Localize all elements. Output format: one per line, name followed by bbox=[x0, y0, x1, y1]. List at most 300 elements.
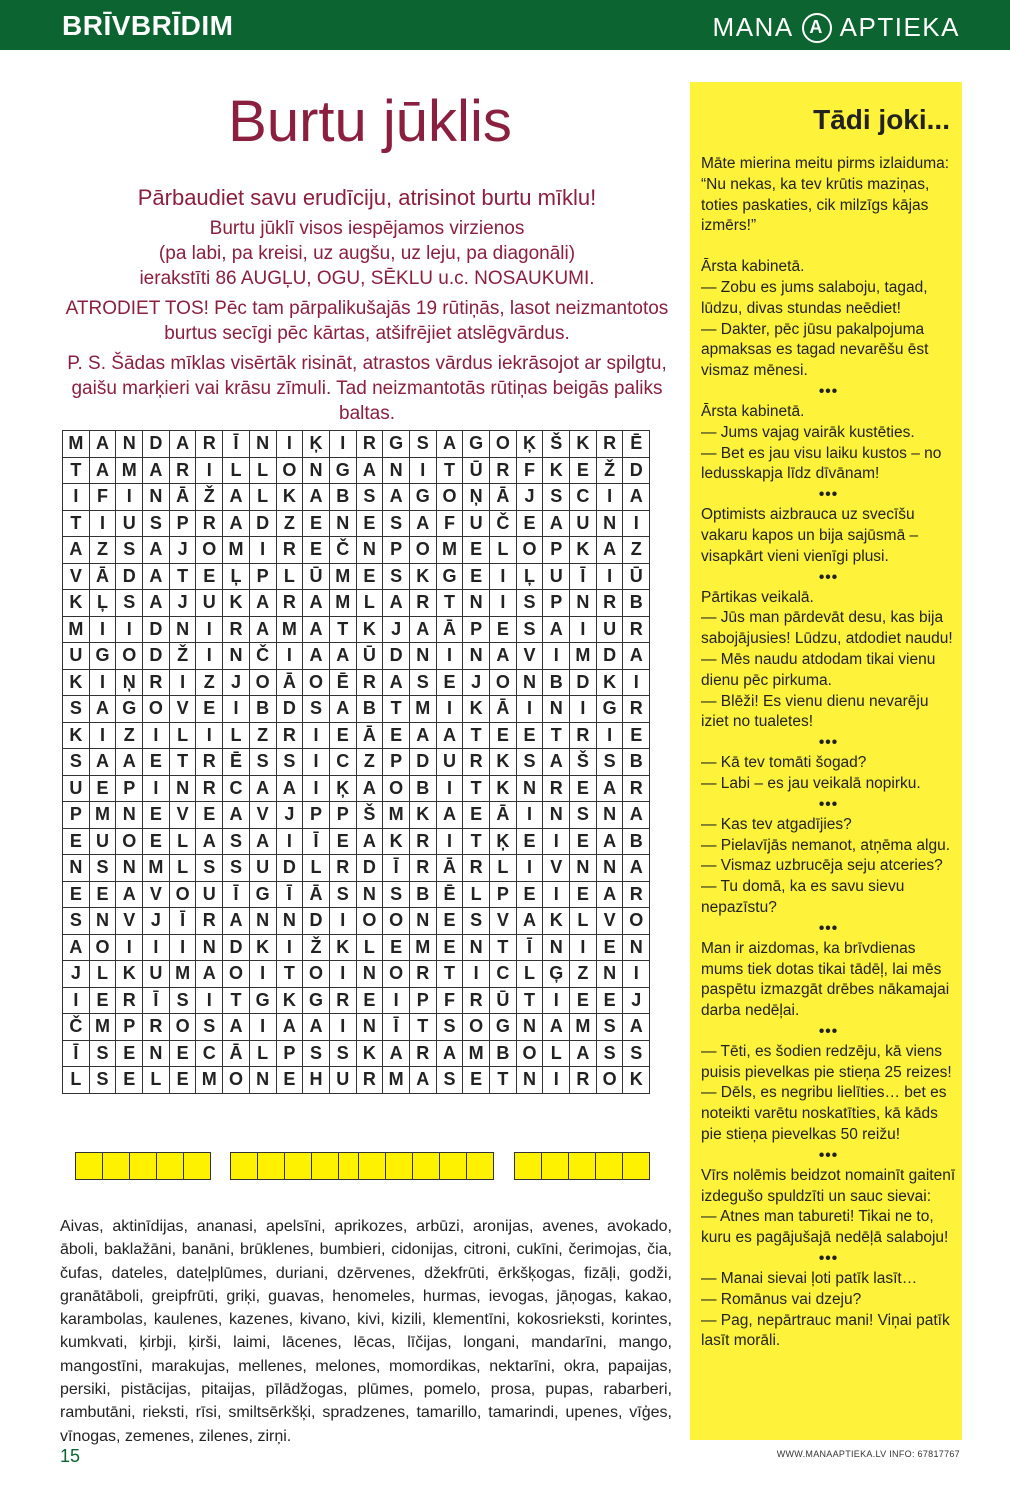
grid-cell: E bbox=[116, 1040, 143, 1067]
grid-cell: T bbox=[383, 696, 410, 723]
grid-cell: B bbox=[329, 484, 356, 511]
joke-line: — Romānus vai dzeju? bbox=[701, 1290, 862, 1308]
joke-separator: ••• bbox=[818, 795, 839, 813]
grid-cell: N bbox=[143, 484, 170, 511]
grid-cell: G bbox=[89, 643, 116, 670]
grid-cell: T bbox=[409, 1014, 436, 1041]
grid-row bbox=[63, 722, 650, 749]
grid-cell: G bbox=[116, 696, 143, 723]
grid-cell: N bbox=[329, 510, 356, 537]
answer-box[interactable] bbox=[622, 1152, 650, 1180]
grid-cell: A bbox=[436, 431, 463, 458]
grid-row bbox=[63, 1040, 650, 1067]
grid-cell: L bbox=[490, 855, 517, 882]
rule-line: ierakstīti 86 AUGĻU, OGU, SĒKLU u.c. NOSAUKUMI. bbox=[139, 268, 595, 289]
grid-cell: U bbox=[329, 1067, 356, 1094]
grid-cell: A bbox=[89, 696, 116, 723]
grid-cell: M bbox=[436, 537, 463, 564]
grid-cell: A bbox=[89, 431, 116, 458]
answer-box[interactable] bbox=[230, 1152, 258, 1180]
grid-cell: Ū bbox=[463, 457, 490, 484]
grid-cell: U bbox=[63, 643, 90, 670]
grid-cell: I bbox=[329, 1014, 356, 1041]
grid-cell: E bbox=[196, 802, 223, 829]
grid-cell: S bbox=[63, 696, 90, 723]
grid-cell: O bbox=[169, 881, 196, 908]
grid-cell: O bbox=[436, 484, 463, 511]
answer-box[interactable] bbox=[385, 1152, 413, 1180]
grid-cell: R bbox=[116, 987, 143, 1014]
grid-cell: I bbox=[463, 961, 490, 988]
answer-box[interactable] bbox=[183, 1152, 211, 1180]
joke-separator: ••• bbox=[818, 1250, 839, 1268]
answer-box[interactable] bbox=[75, 1152, 103, 1180]
grid-cell: E bbox=[63, 828, 90, 855]
grid-cell: E bbox=[196, 563, 223, 590]
grid-cell: I bbox=[143, 722, 170, 749]
grid-cell: L bbox=[249, 457, 276, 484]
grid-cell: D bbox=[249, 510, 276, 537]
grid-cell: M bbox=[116, 457, 143, 484]
grid-cell: S bbox=[463, 908, 490, 935]
grid-cell: I bbox=[196, 616, 223, 643]
grid-cell: O bbox=[143, 696, 170, 723]
grid-row bbox=[63, 961, 650, 988]
grid-cell: A bbox=[570, 1040, 597, 1067]
grid-cell: A bbox=[143, 457, 170, 484]
brand-logo bbox=[713, 12, 960, 43]
grid-cell: N bbox=[249, 431, 276, 458]
grid-cell: Ž bbox=[169, 643, 196, 670]
grid-cell: A bbox=[196, 828, 223, 855]
grid-cell: Z bbox=[623, 537, 650, 564]
grid-cell: S bbox=[276, 749, 303, 776]
joke-separator: ••• bbox=[818, 1146, 839, 1164]
grid-cell: Ī bbox=[223, 881, 250, 908]
grid-row bbox=[63, 431, 650, 458]
grid-cell: Z bbox=[116, 722, 143, 749]
answer-box[interactable] bbox=[129, 1152, 157, 1180]
puzzle-title: Burtu jūklis bbox=[228, 89, 512, 154]
joke-line: — Dakter, pēc jūsu pakalpojuma apmaksas es tagad nevarēšu ēst vismaz mēnesi. bbox=[701, 320, 929, 380]
grid-cell: A bbox=[543, 749, 570, 776]
grid-cell: I bbox=[596, 484, 623, 511]
grid-cell: D bbox=[143, 643, 170, 670]
grid-cell: L bbox=[276, 563, 303, 590]
grid-cell: L bbox=[303, 855, 330, 882]
answer-box[interactable] bbox=[568, 1152, 596, 1180]
grid-row bbox=[63, 934, 650, 961]
answer-box[interactable] bbox=[466, 1152, 494, 1180]
grid-cell: L bbox=[223, 722, 250, 749]
grid-cell: O bbox=[169, 1014, 196, 1041]
grid-row bbox=[63, 484, 650, 511]
grid-cell: A bbox=[543, 616, 570, 643]
joke-separator: ••• bbox=[818, 734, 839, 752]
grid-cell: B bbox=[623, 590, 650, 617]
grid-cell: O bbox=[383, 775, 410, 802]
grid-cell: E bbox=[356, 987, 383, 1014]
grid-row bbox=[63, 828, 650, 855]
grid-cell: P bbox=[543, 537, 570, 564]
grid-cell: I bbox=[89, 510, 116, 537]
grid-cell: N bbox=[409, 643, 436, 670]
grid-row bbox=[63, 1067, 650, 1094]
grid-cell: S bbox=[89, 855, 116, 882]
joke-line: Optimists aizbrauca uz svecīšu vakaru kapos un bija sajūsmā – visapkārt vieni vienīgi plusi. bbox=[701, 506, 919, 565]
grid-cell: K bbox=[356, 616, 383, 643]
grid-cell: K bbox=[356, 1040, 383, 1067]
grid-cell: I bbox=[116, 934, 143, 961]
grid-cell: R bbox=[276, 590, 303, 617]
grid-cell: I bbox=[490, 563, 517, 590]
grid-cell: S bbox=[89, 1067, 116, 1094]
grid-cell: S bbox=[409, 431, 436, 458]
grid-cell: N bbox=[543, 696, 570, 723]
grid-cell: N bbox=[570, 855, 597, 882]
grid-cell: L bbox=[223, 457, 250, 484]
grid-cell: U bbox=[143, 961, 170, 988]
grid-cell: K bbox=[543, 457, 570, 484]
grid-cell: N bbox=[463, 643, 490, 670]
grid-cell: S bbox=[223, 828, 250, 855]
grid-cell: Ī bbox=[223, 431, 250, 458]
grid-row bbox=[63, 775, 650, 802]
grid-cell: K bbox=[223, 590, 250, 617]
grid-cell: S bbox=[516, 616, 543, 643]
grid-cell: I bbox=[543, 987, 570, 1014]
grid-cell: N bbox=[356, 961, 383, 988]
grid-cell: C bbox=[196, 1040, 223, 1067]
answer-box[interactable] bbox=[358, 1152, 386, 1180]
grid-cell: A bbox=[249, 616, 276, 643]
grid-cell: R bbox=[356, 431, 383, 458]
grid-cell: U bbox=[463, 510, 490, 537]
grid-cell: M bbox=[89, 802, 116, 829]
joke-separator: ••• bbox=[818, 382, 839, 400]
grid-cell: N bbox=[169, 616, 196, 643]
grid-cell: S bbox=[436, 1067, 463, 1094]
grid-cell: T bbox=[329, 616, 356, 643]
joke-line: Vīrs nolēmis beidzot nomainīt gaitenī izdegušo spuldzīti un sauc sievai: bbox=[701, 1166, 956, 1205]
joke-line: — Pag, nepārtrauc mani! Viņai patīk lasīt morāli. bbox=[701, 1311, 950, 1350]
grid-cell: R bbox=[623, 881, 650, 908]
grid-cell: O bbox=[623, 908, 650, 935]
grid-cell: I bbox=[223, 696, 250, 723]
grid-cell: I bbox=[303, 749, 330, 776]
grid-cell: Ū bbox=[303, 563, 330, 590]
grid-cell: M bbox=[89, 1014, 116, 1041]
grid-cell: E bbox=[570, 775, 597, 802]
grid-cell: N bbox=[276, 908, 303, 935]
grid-cell: J bbox=[63, 961, 90, 988]
section-title: BRĪVBRĪDIM bbox=[62, 10, 234, 41]
grid-cell: S bbox=[143, 510, 170, 537]
grid-cell: P bbox=[116, 1014, 143, 1041]
grid-cell: E bbox=[436, 669, 463, 696]
grid-cell: R bbox=[276, 537, 303, 564]
joke-line: Pārtikas veikalā. bbox=[701, 588, 814, 606]
answer-box[interactable] bbox=[156, 1152, 184, 1180]
grid-cell: A bbox=[623, 1014, 650, 1041]
answer-box[interactable] bbox=[439, 1152, 467, 1180]
page-header bbox=[0, 0, 1010, 50]
rule-line: (pa labi, pa kreisi, uz augšu, uz leju, pa diagonāli) bbox=[158, 243, 576, 264]
grid-cell: M bbox=[570, 1014, 597, 1041]
joke bbox=[701, 588, 956, 734]
grid-cell: S bbox=[329, 881, 356, 908]
grid-cell: A bbox=[169, 431, 196, 458]
answer-box[interactable] bbox=[595, 1152, 623, 1180]
grid-cell: L bbox=[249, 484, 276, 511]
grid-cell: I bbox=[276, 828, 303, 855]
grid-cell: J bbox=[276, 802, 303, 829]
grid-cell: U bbox=[196, 881, 223, 908]
grid-cell: E bbox=[276, 1067, 303, 1094]
grid-cell: A bbox=[223, 1014, 250, 1041]
grid-cell: K bbox=[409, 802, 436, 829]
grid-cell: E bbox=[143, 828, 170, 855]
grid-cell: R bbox=[409, 855, 436, 882]
grid-cell: M bbox=[169, 961, 196, 988]
grid-cell: N bbox=[196, 934, 223, 961]
grid-cell: I bbox=[516, 696, 543, 723]
grid-cell: S bbox=[169, 987, 196, 1014]
grid-cell: A bbox=[409, 616, 436, 643]
grid-cell: I bbox=[543, 1067, 570, 1094]
grid-cell: E bbox=[623, 722, 650, 749]
grid-cell: G bbox=[463, 431, 490, 458]
answer-box[interactable] bbox=[541, 1152, 569, 1180]
grid-cell: A bbox=[249, 828, 276, 855]
grid-cell: U bbox=[89, 828, 116, 855]
grid-cell: U bbox=[63, 775, 90, 802]
grid-cell: T bbox=[463, 828, 490, 855]
grid-cell: I bbox=[276, 643, 303, 670]
grid-cell: O bbox=[196, 537, 223, 564]
grid-cell: D bbox=[409, 749, 436, 776]
grid-cell: E bbox=[116, 1067, 143, 1094]
grid-cell: I bbox=[436, 696, 463, 723]
grid-cell: A bbox=[143, 590, 170, 617]
grid-cell: O bbox=[249, 669, 276, 696]
grid-cell: E bbox=[329, 828, 356, 855]
word-list: Aivas, aktinīdijas, ananasi, apelsīni, aprikozes, arbūzi, aronijas, avenes, avokado, āboli, baklažāni, banāni, brūklenes, bumbieri, cidonijas, citroni, cukīni, čerimojas, čia, čufas, dateles, dateļplūmes, duriani, dzērvenes, džekfrūti, ērkšķogas, fizāļi, godži, granātāboli, greipfrūti, griķi, guavas, henomeles, hurmas, ievogas, jāņogas, kakao, karambolas, kaulenes, kazenes, kivano, kivi, kizili, klementīni, kokosrieksti, korintes, kumkvati, ķirbji, ķirši, laimi, lācenes, lēcas, līčijas, longani, mandarīni, mango, mangostīni, marakujas, mellenes, melones, momordikas, nektarīni, okra, papaijas, persiki, pistācijas, pitaijas, pīlādžogas, plūmes, pomelo, prosa, pupas, rabarberi, rambutāni, rieksti, rīsi, smiltsērkšķi, spradzenes, tamarillo, tamarindi, upenes, vīģes, vīnogas, zemenes, zilenes, zirņi. bbox=[60, 1218, 672, 1445]
grid-cell: A bbox=[303, 643, 330, 670]
grid-cell: J bbox=[623, 987, 650, 1014]
grid-cell: V bbox=[490, 908, 517, 935]
grid-cell: Ē bbox=[329, 669, 356, 696]
joke-line: — Tēti, es šodien redzēju, kā viens puisis pievelkas pie stieņa 25 reizes! bbox=[701, 1042, 952, 1081]
grid-cell: P bbox=[463, 616, 490, 643]
grid-cell: E bbox=[570, 881, 597, 908]
grid-cell: A bbox=[223, 802, 250, 829]
grid-cell: P bbox=[249, 563, 276, 590]
grid-cell: R bbox=[463, 749, 490, 776]
grid-row bbox=[63, 855, 650, 882]
grid-cell: E bbox=[463, 537, 490, 564]
grid-cell: N bbox=[356, 537, 383, 564]
grid-cell: N bbox=[223, 643, 250, 670]
grid-cell: M bbox=[409, 934, 436, 961]
grid-cell: D bbox=[383, 643, 410, 670]
grid-cell: L bbox=[543, 1040, 570, 1067]
grid-cell: E bbox=[143, 749, 170, 776]
grid-row bbox=[63, 802, 650, 829]
grid-cell: I bbox=[303, 722, 330, 749]
grid-cell: Ā bbox=[276, 669, 303, 696]
grid-cell: R bbox=[196, 775, 223, 802]
grid-cell: R bbox=[596, 590, 623, 617]
grid-cell: I bbox=[516, 802, 543, 829]
grid-cell: Ā bbox=[490, 802, 517, 829]
answer-box[interactable] bbox=[412, 1152, 440, 1180]
answer-box[interactable] bbox=[284, 1152, 312, 1180]
grid-cell: Ā bbox=[436, 616, 463, 643]
grid-cell: G bbox=[383, 431, 410, 458]
answer-box[interactable] bbox=[514, 1152, 542, 1180]
grid-cell: E bbox=[356, 510, 383, 537]
grid-cell: I bbox=[196, 643, 223, 670]
grid-cell: N bbox=[543, 934, 570, 961]
sidebar-title: Tādi joki... bbox=[813, 104, 950, 135]
grid-cell: I bbox=[143, 775, 170, 802]
grid-cell: J bbox=[169, 537, 196, 564]
grid-cell: R bbox=[276, 722, 303, 749]
grid-cell: Ž bbox=[196, 484, 223, 511]
joke-line: — Bet es jau visu laiku kustos – no ledusskapja līdz dīvānam! bbox=[701, 444, 942, 483]
answer-box[interactable] bbox=[311, 1152, 339, 1180]
grid-cell: K bbox=[570, 431, 597, 458]
grid-cell: Š bbox=[570, 749, 597, 776]
grid-cell: Ī bbox=[383, 1014, 410, 1041]
grid-cell: S bbox=[596, 1040, 623, 1067]
joke bbox=[701, 402, 956, 485]
grid-cell: A bbox=[409, 510, 436, 537]
grid-cell: Z bbox=[570, 961, 597, 988]
grid-cell: N bbox=[143, 1040, 170, 1067]
grid-cell: A bbox=[329, 643, 356, 670]
grid-cell: D bbox=[276, 696, 303, 723]
grid-cell: I bbox=[249, 1014, 276, 1041]
grid-cell: F bbox=[89, 484, 116, 511]
grid-cell: R bbox=[409, 961, 436, 988]
grid-cell: M bbox=[463, 1040, 490, 1067]
grid-cell: K bbox=[276, 987, 303, 1014]
grid-cell: E bbox=[570, 828, 597, 855]
grid-cell: N bbox=[516, 775, 543, 802]
grid-cell: A bbox=[623, 855, 650, 882]
grid-cell: A bbox=[249, 775, 276, 802]
grid-cell: A bbox=[490, 643, 517, 670]
grid-cell: K bbox=[276, 484, 303, 511]
joke-line: — Vismaz uzbrucēja seju atceries? bbox=[701, 857, 943, 875]
grid-cell: N bbox=[623, 934, 650, 961]
grid-cell: Ļ bbox=[516, 563, 543, 590]
grid-cell: R bbox=[196, 749, 223, 776]
grid-cell: A bbox=[116, 749, 143, 776]
grid-cell: F bbox=[436, 510, 463, 537]
grid-row bbox=[63, 590, 650, 617]
grid-cell: E bbox=[596, 934, 623, 961]
grid-cell: D bbox=[303, 908, 330, 935]
grid-cell: I bbox=[249, 961, 276, 988]
grid-cell: O bbox=[276, 457, 303, 484]
grid-cell: P bbox=[276, 1040, 303, 1067]
grid-cell: I bbox=[543, 643, 570, 670]
grid-cell: I bbox=[196, 722, 223, 749]
grid-cell: I bbox=[89, 616, 116, 643]
grid-cell: T bbox=[436, 961, 463, 988]
grid-cell: A bbox=[383, 1040, 410, 1067]
grid-cell: A bbox=[303, 590, 330, 617]
grid-row bbox=[63, 696, 650, 723]
brand-a-icon: A bbox=[802, 13, 832, 43]
grid-cell: S bbox=[570, 802, 597, 829]
grid-cell: M bbox=[63, 431, 90, 458]
grid-cell: K bbox=[249, 934, 276, 961]
grid-cell: N bbox=[596, 961, 623, 988]
grid-cell: R bbox=[169, 457, 196, 484]
grid-row bbox=[63, 510, 650, 537]
grid-cell: O bbox=[383, 908, 410, 935]
answer-box[interactable] bbox=[257, 1152, 285, 1180]
joke bbox=[701, 505, 956, 567]
grid-cell: A bbox=[596, 881, 623, 908]
joke-line: — Mēs naudu atdodam tikai vienu dienu pēc pirkuma. bbox=[701, 650, 936, 689]
grid-cell: N bbox=[116, 855, 143, 882]
grid-cell: S bbox=[223, 855, 250, 882]
grid-cell: A bbox=[143, 563, 170, 590]
grid-cell: N bbox=[516, 1067, 543, 1094]
grid-row bbox=[63, 908, 650, 935]
grid-cell: D bbox=[623, 457, 650, 484]
grid-cell: V bbox=[516, 643, 543, 670]
grid-cell: D bbox=[223, 934, 250, 961]
joke bbox=[701, 257, 956, 382]
grid-cell: Ā bbox=[436, 855, 463, 882]
grid-cell: U bbox=[196, 590, 223, 617]
grid-cell: K bbox=[490, 775, 517, 802]
grid-cell: S bbox=[63, 908, 90, 935]
grid-cell: R bbox=[329, 987, 356, 1014]
grid-cell: O bbox=[356, 908, 383, 935]
grid-cell: E bbox=[169, 1067, 196, 1094]
grid-cell: R bbox=[409, 1040, 436, 1067]
grid-cell: E bbox=[196, 696, 223, 723]
grid-cell: Ā bbox=[490, 696, 517, 723]
grid-cell: K bbox=[543, 908, 570, 935]
joke-line: — Labi – es jau veikalā nopirku. bbox=[701, 774, 921, 792]
grid-cell: N bbox=[516, 1014, 543, 1041]
grid-cell: A bbox=[303, 1014, 330, 1041]
grid-cell: U bbox=[570, 510, 597, 537]
jokes-sidebar bbox=[690, 82, 962, 1440]
grid-cell: L bbox=[490, 537, 517, 564]
grid-cell: E bbox=[516, 510, 543, 537]
grid-cell: O bbox=[463, 1014, 490, 1041]
grid-cell: I bbox=[329, 431, 356, 458]
joke-line: — Kā tev tomāti šogad? bbox=[701, 754, 867, 772]
grid-row bbox=[63, 643, 650, 670]
grid-cell: A bbox=[436, 802, 463, 829]
answer-box[interactable] bbox=[102, 1152, 130, 1180]
grid-cell: E bbox=[63, 881, 90, 908]
grid-cell: G bbox=[436, 563, 463, 590]
grid-cell: Ā bbox=[490, 484, 517, 511]
grid-cell: I bbox=[490, 590, 517, 617]
grid-cell: G bbox=[249, 987, 276, 1014]
